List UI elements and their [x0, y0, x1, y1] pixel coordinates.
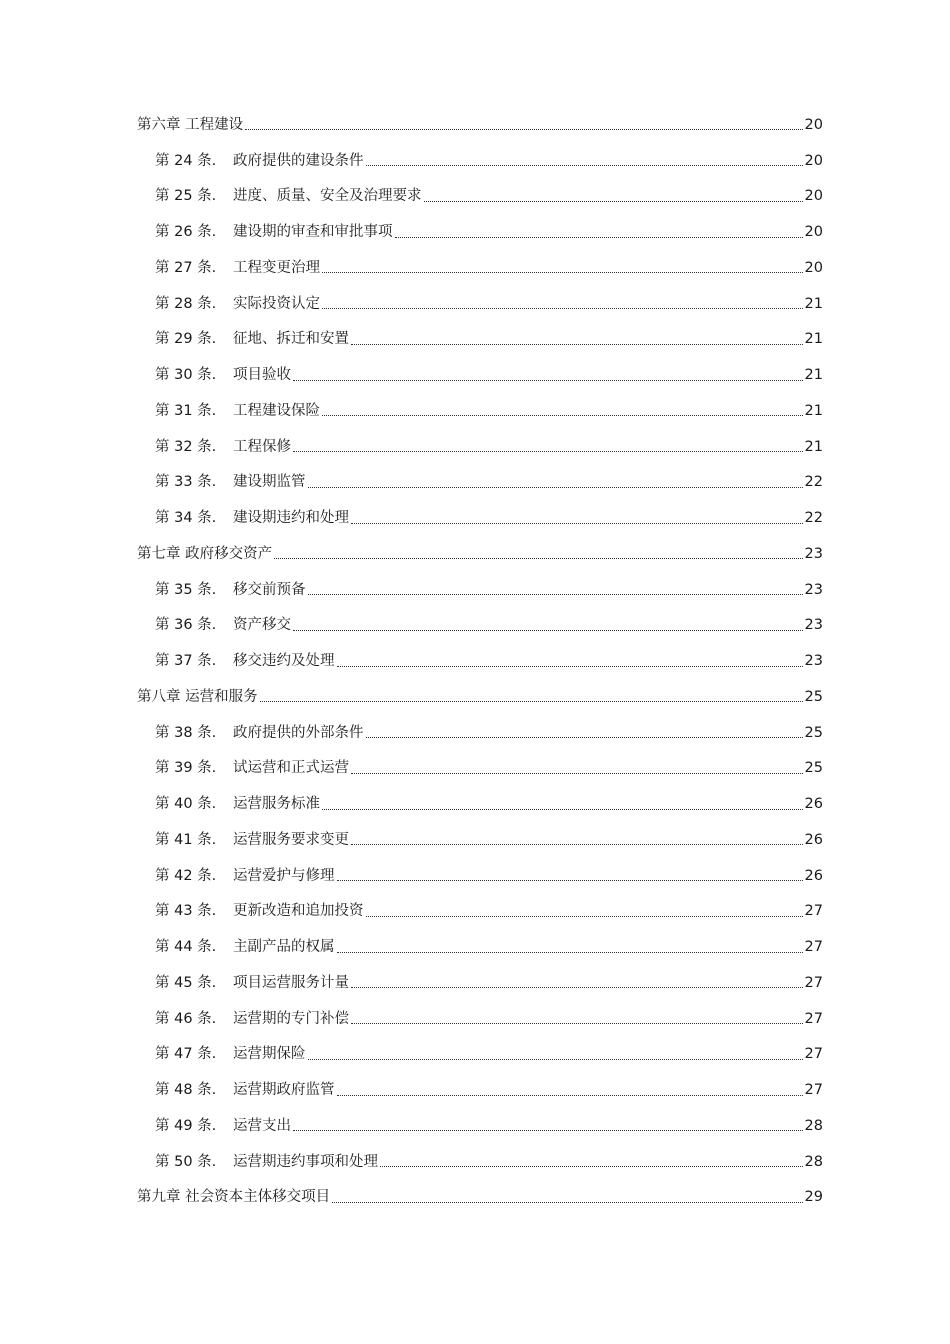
toc-article-entry[interactable]	[0, 1037, 823, 1073]
toc-page-number: 21	[804, 331, 823, 348]
dot-leader	[332, 1202, 802, 1203]
toc-article-number: 第 31 条.	[155, 402, 217, 419]
dot-leader	[260, 701, 803, 702]
toc-page-number: 21	[804, 295, 823, 312]
toc-entry-title: 征地、拆迁和安置	[233, 331, 349, 348]
toc-article-entry[interactable]	[0, 572, 823, 608]
dot-leader	[293, 630, 803, 631]
dot-leader	[337, 952, 803, 953]
toc-article-entry[interactable]	[0, 608, 823, 644]
dot-leader	[245, 129, 802, 130]
toc-article-number: 第 27 条.	[155, 259, 217, 276]
toc-article-entry[interactable]	[0, 1072, 823, 1108]
toc-article-entry[interactable]	[0, 751, 823, 787]
toc-page-number: 25	[804, 724, 823, 741]
toc-article-entry[interactable]	[0, 1001, 823, 1037]
toc-article-number: 第 37 条.	[155, 653, 217, 670]
toc-article-number: 第 28 条.	[155, 295, 217, 312]
toc-entry-title: 运营期的专门补偿	[233, 1010, 349, 1027]
dot-leader	[351, 844, 803, 845]
toc-article-number: 第 48 条.	[155, 1082, 217, 1099]
toc-entry-title: 移交前预备	[233, 581, 306, 598]
toc-article-entry[interactable]	[0, 858, 823, 894]
toc-page-number: 23	[804, 581, 823, 598]
toc-entry-title: 运营期政府监管	[233, 1082, 335, 1099]
toc-article-entry[interactable]	[0, 286, 823, 322]
dot-leader	[308, 487, 803, 488]
dot-leader	[351, 344, 803, 345]
toc-article-number: 第 36 条.	[155, 617, 217, 634]
toc-page-number: 23	[804, 653, 823, 670]
dot-leader	[322, 415, 803, 416]
dot-leader	[366, 737, 803, 738]
dot-leader	[380, 1166, 803, 1167]
toc-page-number: 28	[804, 1117, 823, 1134]
toc-entry-title: 第六章 工程建设	[137, 116, 244, 133]
dot-leader	[351, 987, 803, 988]
dot-leader	[337, 1095, 803, 1096]
toc-page-number: 25	[804, 688, 823, 705]
toc-page-number: 27	[804, 974, 823, 991]
dot-leader	[351, 1023, 803, 1024]
toc-article-number: 第 46 条.	[155, 1010, 217, 1027]
dot-leader	[322, 308, 803, 309]
toc-entry-title: 移交违约及处理	[233, 653, 335, 670]
dot-leader	[424, 201, 803, 202]
toc-page-number: 27	[804, 939, 823, 956]
toc-page-number: 22	[804, 474, 823, 491]
toc-article-number: 第 35 条.	[155, 581, 217, 598]
toc-article-entry[interactable]	[0, 357, 823, 393]
toc-entry-title: 运营服务标准	[233, 796, 320, 813]
toc-article-entry[interactable]	[0, 500, 823, 536]
dot-leader	[366, 916, 803, 917]
toc-article-entry[interactable]	[0, 786, 823, 822]
toc-entry-title: 工程建设保险	[233, 402, 320, 419]
dot-leader	[322, 809, 803, 810]
toc-article-number: 第 49 条.	[155, 1117, 217, 1134]
toc-page-number: 27	[804, 903, 823, 920]
toc-article-number: 第 32 条.	[155, 438, 217, 455]
toc-entry-title: 第七章 政府移交资产	[137, 545, 273, 562]
toc-page-number: 26	[804, 831, 823, 848]
toc-article-entry[interactable]	[0, 465, 823, 501]
toc-page-number: 25	[804, 760, 823, 777]
toc-article-number: 第 45 条.	[155, 974, 217, 991]
toc-page-number: 26	[804, 867, 823, 884]
toc-entry-title: 建设期违约和处理	[233, 510, 349, 527]
toc-entry-title: 更新改造和追加投资	[233, 903, 364, 920]
dot-leader	[366, 165, 803, 166]
table-of-contents	[0, 107, 950, 1215]
dot-leader	[351, 523, 803, 524]
toc-entry-title: 政府提供的外部条件	[233, 724, 364, 741]
toc-article-number: 第 29 条.	[155, 331, 217, 348]
dot-leader	[308, 1059, 803, 1060]
toc-article-entry[interactable]	[0, 250, 823, 286]
toc-page-number: 21	[804, 402, 823, 419]
toc-page-number: 28	[804, 1153, 823, 1170]
toc-entry-title: 运营期违约事项和处理	[233, 1153, 378, 1170]
toc-entry-title: 项目验收	[233, 367, 291, 384]
toc-page-number: 20	[804, 259, 823, 276]
toc-entry-title: 运营服务要求变更	[233, 831, 349, 848]
toc-article-number: 第 34 条.	[155, 510, 217, 527]
toc-entry-title: 进度、质量、安全及治理要求	[233, 188, 422, 205]
toc-page-number: 20	[804, 152, 823, 169]
toc-page-number: 27	[804, 1082, 823, 1099]
toc-page-number: 20	[804, 116, 823, 133]
toc-article-entry[interactable]	[0, 965, 823, 1001]
toc-entry-title: 政府提供的建设条件	[233, 152, 364, 169]
dot-leader	[337, 666, 803, 667]
toc-article-entry[interactable]	[0, 929, 823, 965]
toc-entry-title: 运营支出	[233, 1117, 291, 1134]
toc-chapter-entry[interactable]	[0, 536, 823, 572]
toc-article-number: 第 44 条.	[155, 939, 217, 956]
toc-article-entry[interactable]	[0, 894, 823, 930]
toc-article-entry[interactable]	[0, 322, 823, 358]
toc-chapter-entry[interactable]	[0, 1180, 823, 1216]
toc-chapter-entry[interactable]	[0, 679, 823, 715]
toc-page-number: 21	[804, 367, 823, 384]
toc-entry-title: 主副产品的权属	[233, 939, 335, 956]
dot-leader	[293, 1130, 803, 1131]
toc-article-entry[interactable]	[0, 214, 823, 250]
toc-article-number: 第 42 条.	[155, 867, 217, 884]
dot-leader	[308, 594, 803, 595]
toc-article-entry[interactable]	[0, 822, 823, 858]
toc-article-number: 第 41 条.	[155, 831, 217, 848]
toc-page-number: 20	[804, 188, 823, 205]
toc-article-number: 第 33 条.	[155, 474, 217, 491]
toc-article-number: 第 47 条.	[155, 1046, 217, 1063]
toc-article-entry[interactable]	[0, 715, 823, 751]
toc-page-number: 29	[804, 1189, 823, 1206]
toc-entry-title: 工程保修	[233, 438, 291, 455]
dot-leader	[293, 380, 803, 381]
toc-entry-title: 第九章 社会资本主体移交项目	[137, 1189, 331, 1206]
toc-entry-title: 建设期的审查和审批事项	[233, 224, 393, 241]
dot-leader	[293, 451, 803, 452]
toc-page-number: 23	[804, 545, 823, 562]
toc-entry-title: 运营期保险	[233, 1046, 306, 1063]
toc-article-number: 第 39 条.	[155, 760, 217, 777]
toc-article-number: 第 50 条.	[155, 1153, 217, 1170]
toc-entry-title: 项目运营服务计量	[233, 974, 349, 991]
toc-article-entry[interactable]	[0, 143, 823, 179]
toc-article-number: 第 40 条.	[155, 796, 217, 813]
toc-entry-title: 实际投资认定	[233, 295, 320, 312]
toc-entry-title: 第八章 运营和服务	[137, 688, 258, 705]
toc-page-number: 21	[804, 438, 823, 455]
dot-leader	[395, 237, 803, 238]
toc-page-number: 27	[804, 1010, 823, 1027]
toc-article-number: 第 43 条.	[155, 903, 217, 920]
dot-leader	[351, 773, 803, 774]
toc-page-number: 22	[804, 510, 823, 527]
toc-article-entry[interactable]	[0, 643, 823, 679]
toc-entry-title: 运营爱护与修理	[233, 867, 335, 884]
toc-article-number: 第 38 条.	[155, 724, 217, 741]
toc-page-number: 27	[804, 1046, 823, 1063]
toc-article-entry[interactable]	[0, 1108, 823, 1144]
toc-entry-title: 资产移交	[233, 617, 291, 634]
dot-leader	[274, 558, 802, 559]
toc-entry-title: 试运营和正式运营	[233, 760, 349, 777]
toc-page-number: 26	[804, 796, 823, 813]
toc-article-entry[interactable]	[0, 179, 823, 215]
toc-article-number: 第 26 条.	[155, 224, 217, 241]
toc-entry-title: 建设期监管	[233, 474, 306, 491]
toc-page-number: 23	[804, 617, 823, 634]
toc-page-number: 20	[804, 224, 823, 241]
toc-article-entry[interactable]	[0, 429, 823, 465]
toc-article-number: 第 24 条.	[155, 152, 217, 169]
dot-leader	[337, 880, 803, 881]
toc-article-entry[interactable]	[0, 1144, 823, 1180]
dot-leader	[322, 272, 803, 273]
toc-chapter-entry[interactable]	[0, 107, 823, 143]
toc-article-entry[interactable]	[0, 393, 823, 429]
toc-entry-title: 工程变更治理	[233, 259, 320, 276]
toc-article-number: 第 25 条.	[155, 188, 217, 205]
toc-article-number: 第 30 条.	[155, 367, 217, 384]
